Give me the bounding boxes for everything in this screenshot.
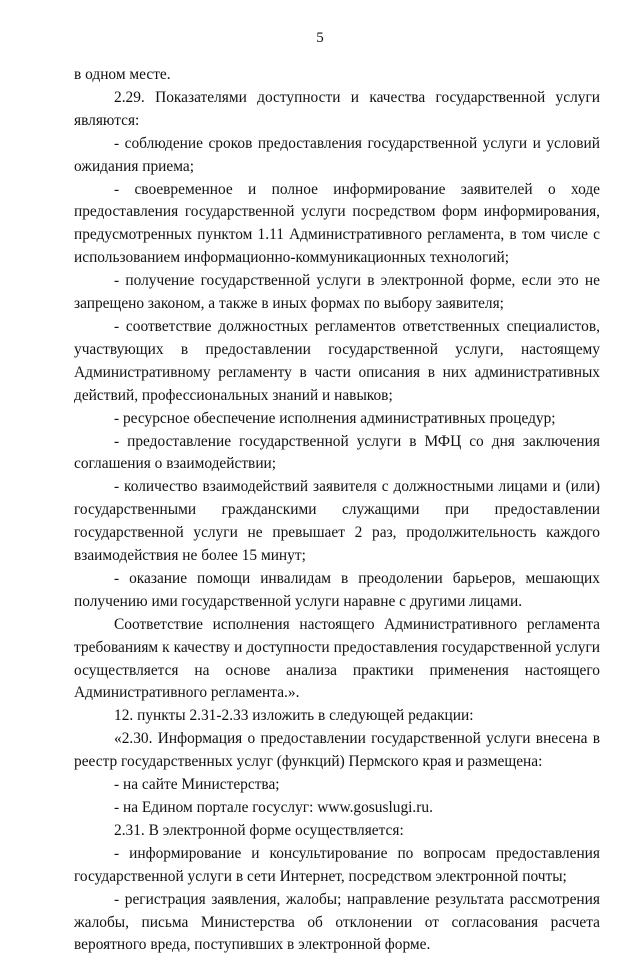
- paragraph: - ресурсное обеспечение исполнения административных процедур;: [114, 409, 556, 427]
- paragraph: - получение государственной услуги в электронной форме, если это не запрещено законом, а также в иных формах по выбору заявителя;: [74, 272, 600, 313]
- paragraph: - своевременное и полное информирование заявителей о ходе предоставления государственной услуги посредством форм информирования, предусмотренных пунктом 1.11 Административного регламента, в том числе с использованием информационно-коммуникационных технологий;: [74, 180, 600, 267]
- paragraph: - соответствие должностных регламентов ответственных специалистов, участвующих в предоставлении государственной услуги, настоящему Административному регламенту в части описания в них административных действий, профессиональных знаний и навыков;: [74, 317, 600, 404]
- paragraph: - соблюдение сроков предоставления государственной услуги и условий ожидания приема;: [74, 134, 600, 175]
- paragraph: «2.30. Информация о предоставлении государственной услуги внесена в реестр государственных услуг (функций) Пермского края и размещена:: [74, 730, 600, 771]
- paragraph: 2.31. В электронной форме осуществляется:: [114, 821, 404, 839]
- page-number: 5: [316, 30, 324, 46]
- paragraph: - регистрация заявления, жалобы; направление результата рассмотрения жалобы, письма Министерства об отклонении от согласования расчета вероятного вреда, поступивших в электронной форме.: [74, 890, 600, 954]
- paragraph: - количество взаимодействий заявителя с должностными лицами и (или) государственными гражданскими служащими при предоставлении государственной услуги не превышает 2 раз, продолжительность каждого взаимодействия не более 15 минут;: [74, 478, 600, 565]
- paragraph: 2.29. Показателями доступности и качества государственной услуги являются:: [74, 88, 600, 129]
- paragraph: - оказание помощи инвалидам в преодолении барьеров, мешающих получению ими государственной услуги наравне с другими лицами.: [74, 569, 600, 610]
- paragraph: - предоставление государственной услуги в МФЦ со дня заключения соглашения о взаимодействии;: [74, 432, 600, 473]
- paragraph: - на Едином портале госуслуг: www.gosuslugi.ru.: [114, 799, 433, 816]
- paragraph: 12. пункты 2.31-2.33 изложить в следующей редакции:: [114, 707, 474, 725]
- paragraph: Соответствие исполнения настоящего Административного регламента требованиям к качеству и доступности предоставления государственной услуги осуществляется на основе анализа практики применения настоящего Административного регламента.».: [74, 615, 600, 702]
- paragraph: - на сайте Министерства;: [114, 776, 280, 794]
- document-body: [74, 64, 600, 957]
- paragraph: - информирование и консультирование по вопросам предоставления государственной услуги в сети Интернет, посредством электронной почты;: [74, 844, 600, 885]
- paragraph: в одном месте.: [74, 66, 171, 83]
